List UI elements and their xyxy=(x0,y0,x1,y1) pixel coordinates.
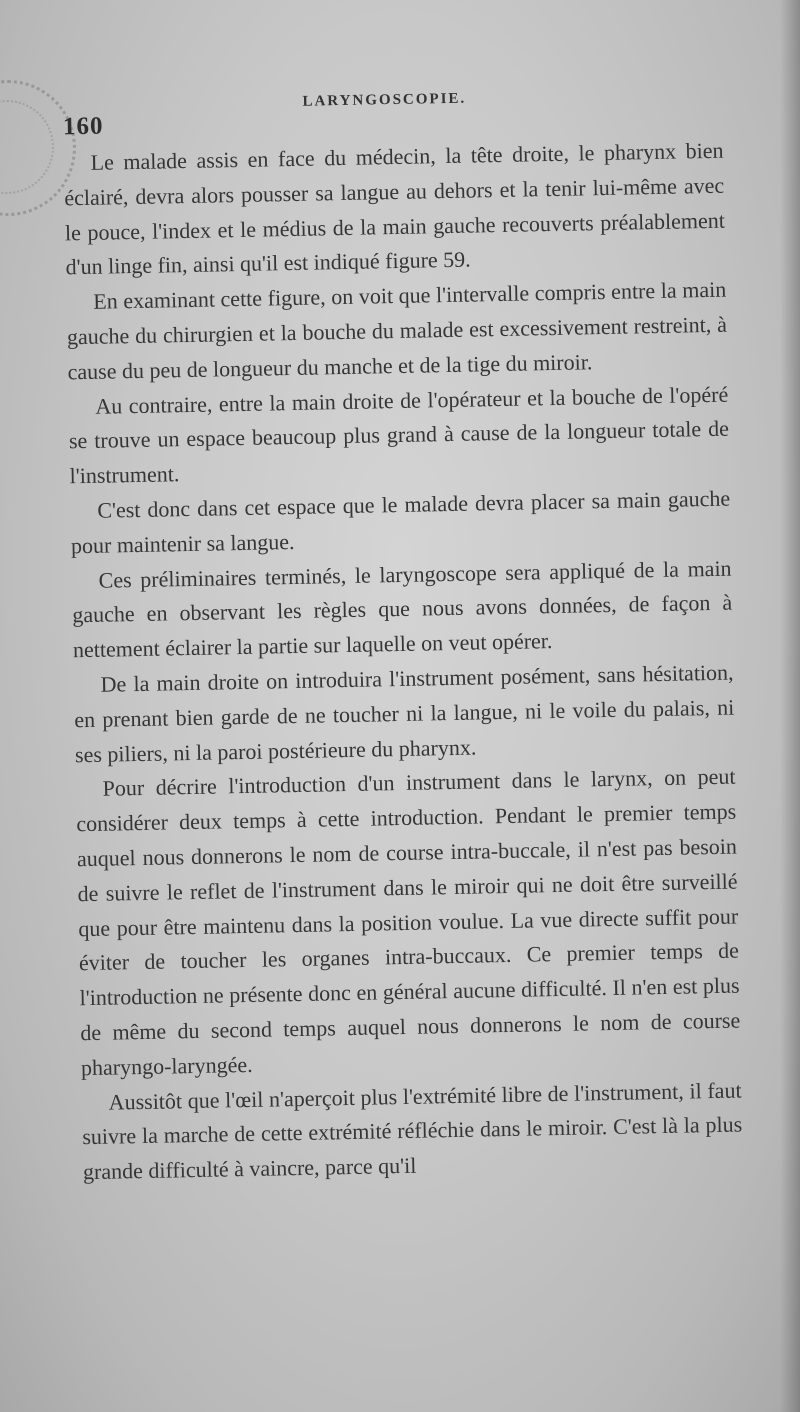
paragraph: Ces préliminaires terminés, le laryngoscope sera appliqué de la main gauche en observant les règles que nous avons données, de façon à nettement éclairer la partie sur laquelle on veut opérer. xyxy=(72,555,733,663)
paragraph: En examinant cette figure, on voit que l'intervalle compris entre la main gauche du chirurgien et la bouche du malade est excessivement restreint, à cause du peu de longueur du manche et de la tige du miroir. xyxy=(66,276,728,385)
paragraph: De la main droite on introduira l'instrument posément, sans hésitation, en prenant bien garde de ne toucher ni la langue, ni le voile du palais, ni ses piliers, ni la paroi postérieure du pharynx. xyxy=(74,659,735,767)
paragraph: Le malade assis en face du médecin, la tête droite, le pharynx bien éclairé, devra alors pousser sa langue au dehors et la tenir lui-même avec le pouce, l'index et le médius de la main gauche recouverts préalablement d'un linge fin, ainsi qu'il est indiqué figure 59. xyxy=(64,137,726,280)
paragraph: Pour décrire l'introduction d'un instrument dans le larynx, on peut considérer deux temps à cette introduction. Pendant le premier temps auquel nous donnerons le nom de course intra-buccale, il n'est pas besoin de suivre le reflet de l'instrument dans le miroir qui ne doit être surveillé que pour être maintenu dans la position voulue. La vue directe suffit pour éviter de toucher les organes intra-buccaux. Ce premier temps de l'introduction ne présente donc en général aucune difficulté. Il n'en est plus de même du second temps auquel nous donnerons le nom de course pharyngo-laryngée. xyxy=(76,763,741,1080)
body-text xyxy=(63,134,743,1190)
running-head: LARYNGOSCOPIE. xyxy=(302,90,467,110)
page-number: 160 xyxy=(62,112,104,141)
paragraph: C'est donc dans cet espace que le malade devra placer sa main gauche pour maintenir sa langue. xyxy=(70,485,731,559)
paragraph: Au contraire, entre la main droite de l'opérateur et la bouche de l'opéré se trouve un espace beaucoup plus grand à cause de la longueur totale de l'instrument. xyxy=(68,381,730,489)
paragraph: Aussitôt que l'œil n'aperçoit plus l'extrémité libre de l'instrument, il faut suivre la marche de cette extrémité réfléchie dans le miroir. C'est là la plus grande difficulté à vaincre, parce qu'il xyxy=(82,1077,743,1185)
